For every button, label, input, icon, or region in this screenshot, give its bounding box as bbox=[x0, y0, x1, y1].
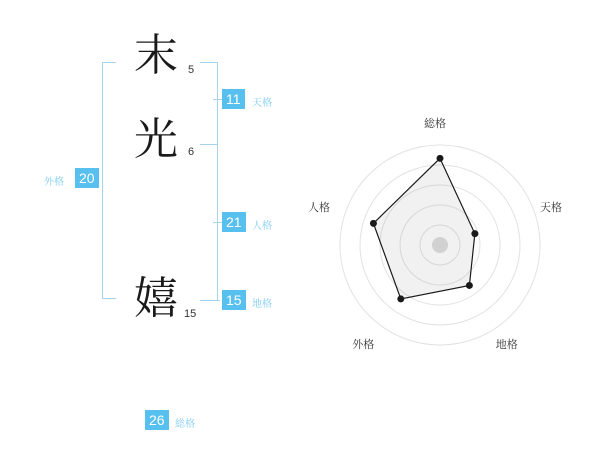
kanji-char-2: 光 bbox=[134, 115, 178, 164]
radar-series-polygon bbox=[373, 158, 474, 299]
chikaku-label: 地格 bbox=[252, 299, 272, 310]
radar-chart-svg bbox=[300, 120, 580, 380]
stroke-count-1: 5 bbox=[188, 64, 195, 76]
jinkaku-value: 21 bbox=[222, 212, 246, 232]
chikaku-connector bbox=[200, 300, 220, 301]
kanji-char-1: 末 bbox=[134, 31, 178, 80]
tenkaku-value: 11 bbox=[222, 89, 245, 109]
radar-axis-label: 人格 bbox=[307, 202, 330, 215]
jinkaku-label: 人格 bbox=[252, 221, 272, 232]
soukaku-label: 総格 bbox=[175, 419, 195, 430]
kanji-char-3: 嬉 bbox=[134, 274, 178, 323]
radar-chart bbox=[300, 120, 580, 385]
gaikaku-bracket-bottom-tick bbox=[102, 298, 116, 299]
radar-data-point bbox=[437, 155, 444, 162]
gaikaku-bracket-vertical bbox=[102, 62, 103, 298]
tenkaku-bracket-top bbox=[200, 62, 218, 63]
radar-data-point bbox=[466, 282, 473, 289]
stroke-count-2: 6 bbox=[188, 146, 195, 158]
radar-axis-label: 総格 bbox=[424, 118, 446, 130]
gaikaku-label: 外格 bbox=[44, 177, 64, 188]
tenkaku-label: 天格 bbox=[252, 98, 272, 109]
gaikaku-value: 20 bbox=[75, 168, 99, 188]
chikaku-value: 15 bbox=[222, 290, 246, 310]
radar-data-point bbox=[370, 220, 377, 227]
radar-data-point bbox=[397, 295, 404, 302]
gaikaku-bracket-top-tick bbox=[102, 62, 116, 63]
radar-axis-label: 天格 bbox=[540, 202, 563, 215]
soukaku-value: 26 bbox=[145, 410, 169, 430]
radar-axis-label: 外格 bbox=[352, 338, 375, 351]
stroke-count-3: 15 bbox=[184, 308, 197, 320]
tenkaku-bracket-vertical bbox=[217, 62, 218, 144]
jinkaku-bracket-top bbox=[200, 144, 218, 145]
radar-data-point bbox=[471, 230, 478, 237]
radar-axis-label: 地格 bbox=[495, 338, 518, 351]
